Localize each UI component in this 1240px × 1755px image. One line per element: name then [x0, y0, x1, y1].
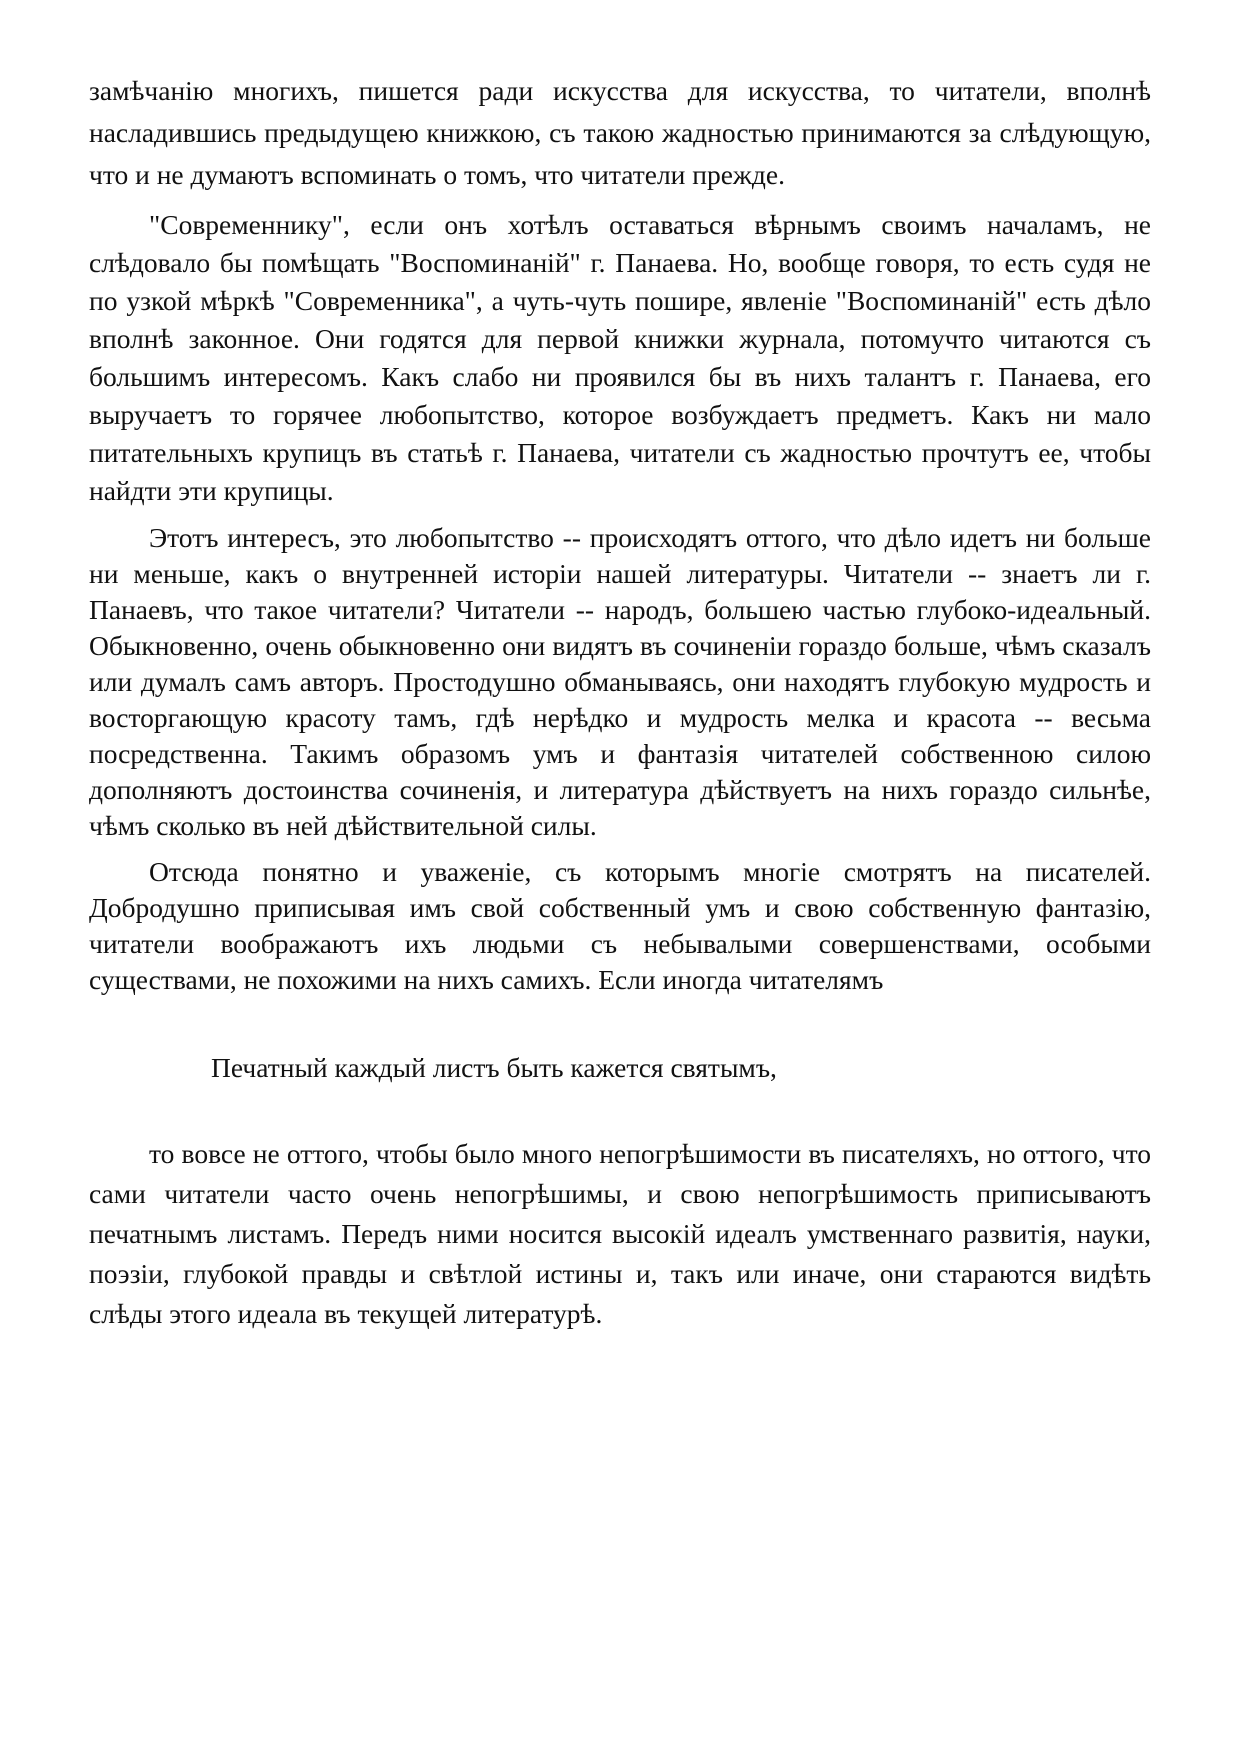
paragraph-2: "Современнику", если онъ хотѣлъ оставаться вѣрнымъ своимъ началамъ, не слѣдовало бы помѣщать "Воспоминаній" г. Панаева. Но, вообще говоря, то есть судя не по узкой мѣркѣ "Современника", а чуть-чуть пошире, явленіе "Воспоминаній" есть дѣло вполнѣ законное. Они годятся для первой книжки журнала, потомучто читаются съ большимъ интересомъ. Какъ слабо ни проявился бы въ нихъ талантъ г. Панаева, его выручаетъ то горячее любопытство, которое возбуждаетъ предметъ. Какъ ни мало питательныхъ крупицъ въ статьѣ г. Панаева, читатели съ жадностью прочтутъ ее, чтобы найдти эти крупицы.: [89, 209, 1151, 506]
paragraph-1: замѣчанію многихъ, пишется ради искусства для искусства, то читатели, вполнѣ насладившись предыдущею книжкою, съ такою жадностью принимаются за слѣдующую, что и не думаютъ вспоминать о томъ, что читатели прежде.: [89, 75, 1151, 190]
paragraph-3: Этотъ интересъ, это любопытство -- происходятъ оттого, что дѣло идетъ ни больше ни меньше, какъ о внутренней исторіи нашей литературы. Читатели -- знаетъ ли г. Панаевъ, что такое читатели? Читатели -- народъ, большею частью глубоко-идеальный. Обыкновенно, очень обыкновенно они видятъ въ сочиненіи гораздо больше, чѣмъ сказалъ или думалъ самъ авторъ. Простодушно обманываясь, они находятъ глубокую мудрость и восторгающую красоту тамъ, гдѣ нерѣдко и мудрость мелка и красота -- весьма посредственна. Такимъ образомъ умъ и фантазія читателей собственною силою дополняютъ достоинства сочиненія, и литература дѣйствуетъ на нихъ гораздо сильнѣе, чѣмъ сколько въ ней дѣйствительной силы.: [89, 522, 1151, 841]
paragraph-closing: то вовсе не оттого, чтобы было много непогрѣшимости въ писателяхъ, но оттого, что сами читатели часто очень непогрѣшимы, и свою непогрѣшимость приписываютъ печатнымъ листамъ. Передъ ними носится высокій идеалъ умственнаго развитія, науки, поэзіи, глубокой правды и свѣтлой истины и, такъ или иначе, они стараются видѣть слѣды этого идеала въ текущей литературѣ.: [89, 1138, 1151, 1329]
paragraph-4: Отсюда понятно и уваженіе, съ которымъ многіе смотрятъ на писателей. Добродушно приписывая имъ свой собственный умъ и свою собственную фантазію, читатели воображаютъ ихъ людьми съ небывалыми совершенствами, особыми существами, не похожими на нихъ самихъ. Если иногда читателямъ: [89, 856, 1151, 995]
verse-quote: Печатный каждый листъ быть кажется святымъ,: [211, 1052, 777, 1083]
document-page: [89, 70, 1151, 1344]
